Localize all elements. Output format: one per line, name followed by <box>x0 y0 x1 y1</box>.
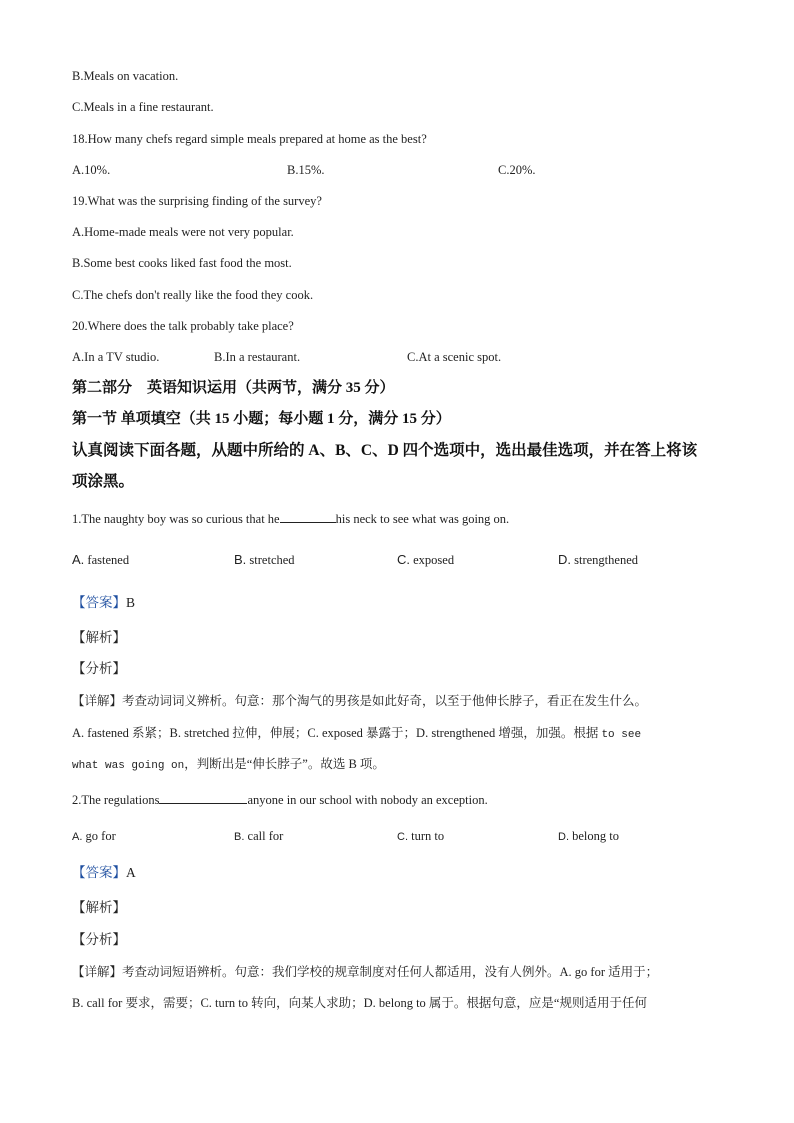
q1-answer-value: B <box>126 595 136 610</box>
q2-jiexi: 【解析】 <box>72 900 126 915</box>
q2-stem-after: anyone in our school with nobody an exception. <box>247 793 488 807</box>
q1-answer: 【答案】B <box>72 595 136 610</box>
q1-fenxi: 【分析】 <box>72 661 126 676</box>
q1-detail-line-3: what was going on，判断出是“伸长脖子”。故选 B 项。 <box>72 757 385 772</box>
instruction-line-2: 项涂黑。 <box>72 473 135 490</box>
q20-option-a: A.In a TV studio. <box>72 350 160 364</box>
q1-option-b: B. stretched <box>234 552 295 567</box>
q1-blank <box>280 510 336 523</box>
q2-blank <box>159 791 247 804</box>
q2-option-b: B. call for <box>234 829 284 843</box>
q2-detail-line-1: 【详解】考查动词短语辨析。句意：我们学校的规章制度对任何人都适用，没有人例外。A. go for 适用于； <box>72 965 659 979</box>
q1-option-c: C. exposed <box>397 552 455 567</box>
q1-option-a: A. fastened <box>72 552 130 567</box>
q2-stem <box>72 791 488 808</box>
q17-option-c: C.Meals in a fine restaurant. <box>72 100 214 114</box>
q18-stem: 18.How many chefs regard simple meals prepared at home as the best? <box>72 132 427 146</box>
q17-option-b: B.Meals on vacation. <box>72 69 179 83</box>
q1-stem-before: 1.The naughty boy was so curious that he <box>72 512 280 526</box>
q20-stem: 20.Where does the talk probably take place? <box>72 319 294 333</box>
q2-answer: 【答案】A <box>72 865 136 880</box>
q1-detail-line-1: 【详解】考查动词词义辨析。句意：那个淘气的男孩是如此好奇，以至于他伸长脖子，看正在发生什么。 <box>72 694 648 708</box>
q1-jiexi: 【解析】 <box>72 630 126 645</box>
q1-detail-line-2: A. fastened 系紧；B. stretched 拉伸，伸展；C. exposed 暴露于；D. strengthened 增强，加强。根据 to see <box>72 726 642 741</box>
q18-option-b: B.15%. <box>287 163 325 177</box>
q19-option-c: C.The chefs don't really like the food they cook. <box>72 288 314 302</box>
q2-answer-value: A <box>126 865 136 880</box>
q1-option-d: D. strengthened <box>558 552 638 567</box>
q2-option-c: C. turn to <box>397 829 445 843</box>
section-heading: 第二部分 英语知识运用（共两节，满分 35 分） <box>72 380 395 396</box>
q2-stem-before: 2.The regulations <box>72 793 160 807</box>
q19-stem: 19.What was the surprising finding of the survey? <box>72 194 322 208</box>
q1-stem <box>72 510 509 527</box>
q20-option-c: C.At a scenic spot. <box>407 350 502 364</box>
q2-option-a: A. go for <box>72 829 116 843</box>
subsection-heading: 第一节 单项填空（共 15 小题；每小题 1 分，满分 15 分） <box>72 411 451 427</box>
q19-option-b: B.Some best cooks liked fast food the most. <box>72 256 292 270</box>
q18-option-c: C.20%. <box>498 163 536 177</box>
q18-option-a: A.10%. <box>72 163 111 177</box>
q1-stem-after: his neck to see what was going on. <box>335 512 510 526</box>
q19-option-a: A.Home-made meals were not very popular. <box>72 225 294 239</box>
q20-option-b: B.In a restaurant. <box>214 350 301 364</box>
q2-option-d: D. belong to <box>558 829 619 843</box>
instruction-line-1: 认真阅读下面各题，从题中所给的 A、B、C、D 四个选项中，选出最佳选项，并在答上将该 <box>72 442 698 459</box>
q2-fenxi: 【分析】 <box>72 932 126 947</box>
q2-detail-line-2: B. call for 要求，需要；C. turn to 转向，向某人求助；D. belong to 属于。根据句意，应是“规则适用于任何 <box>72 996 647 1010</box>
